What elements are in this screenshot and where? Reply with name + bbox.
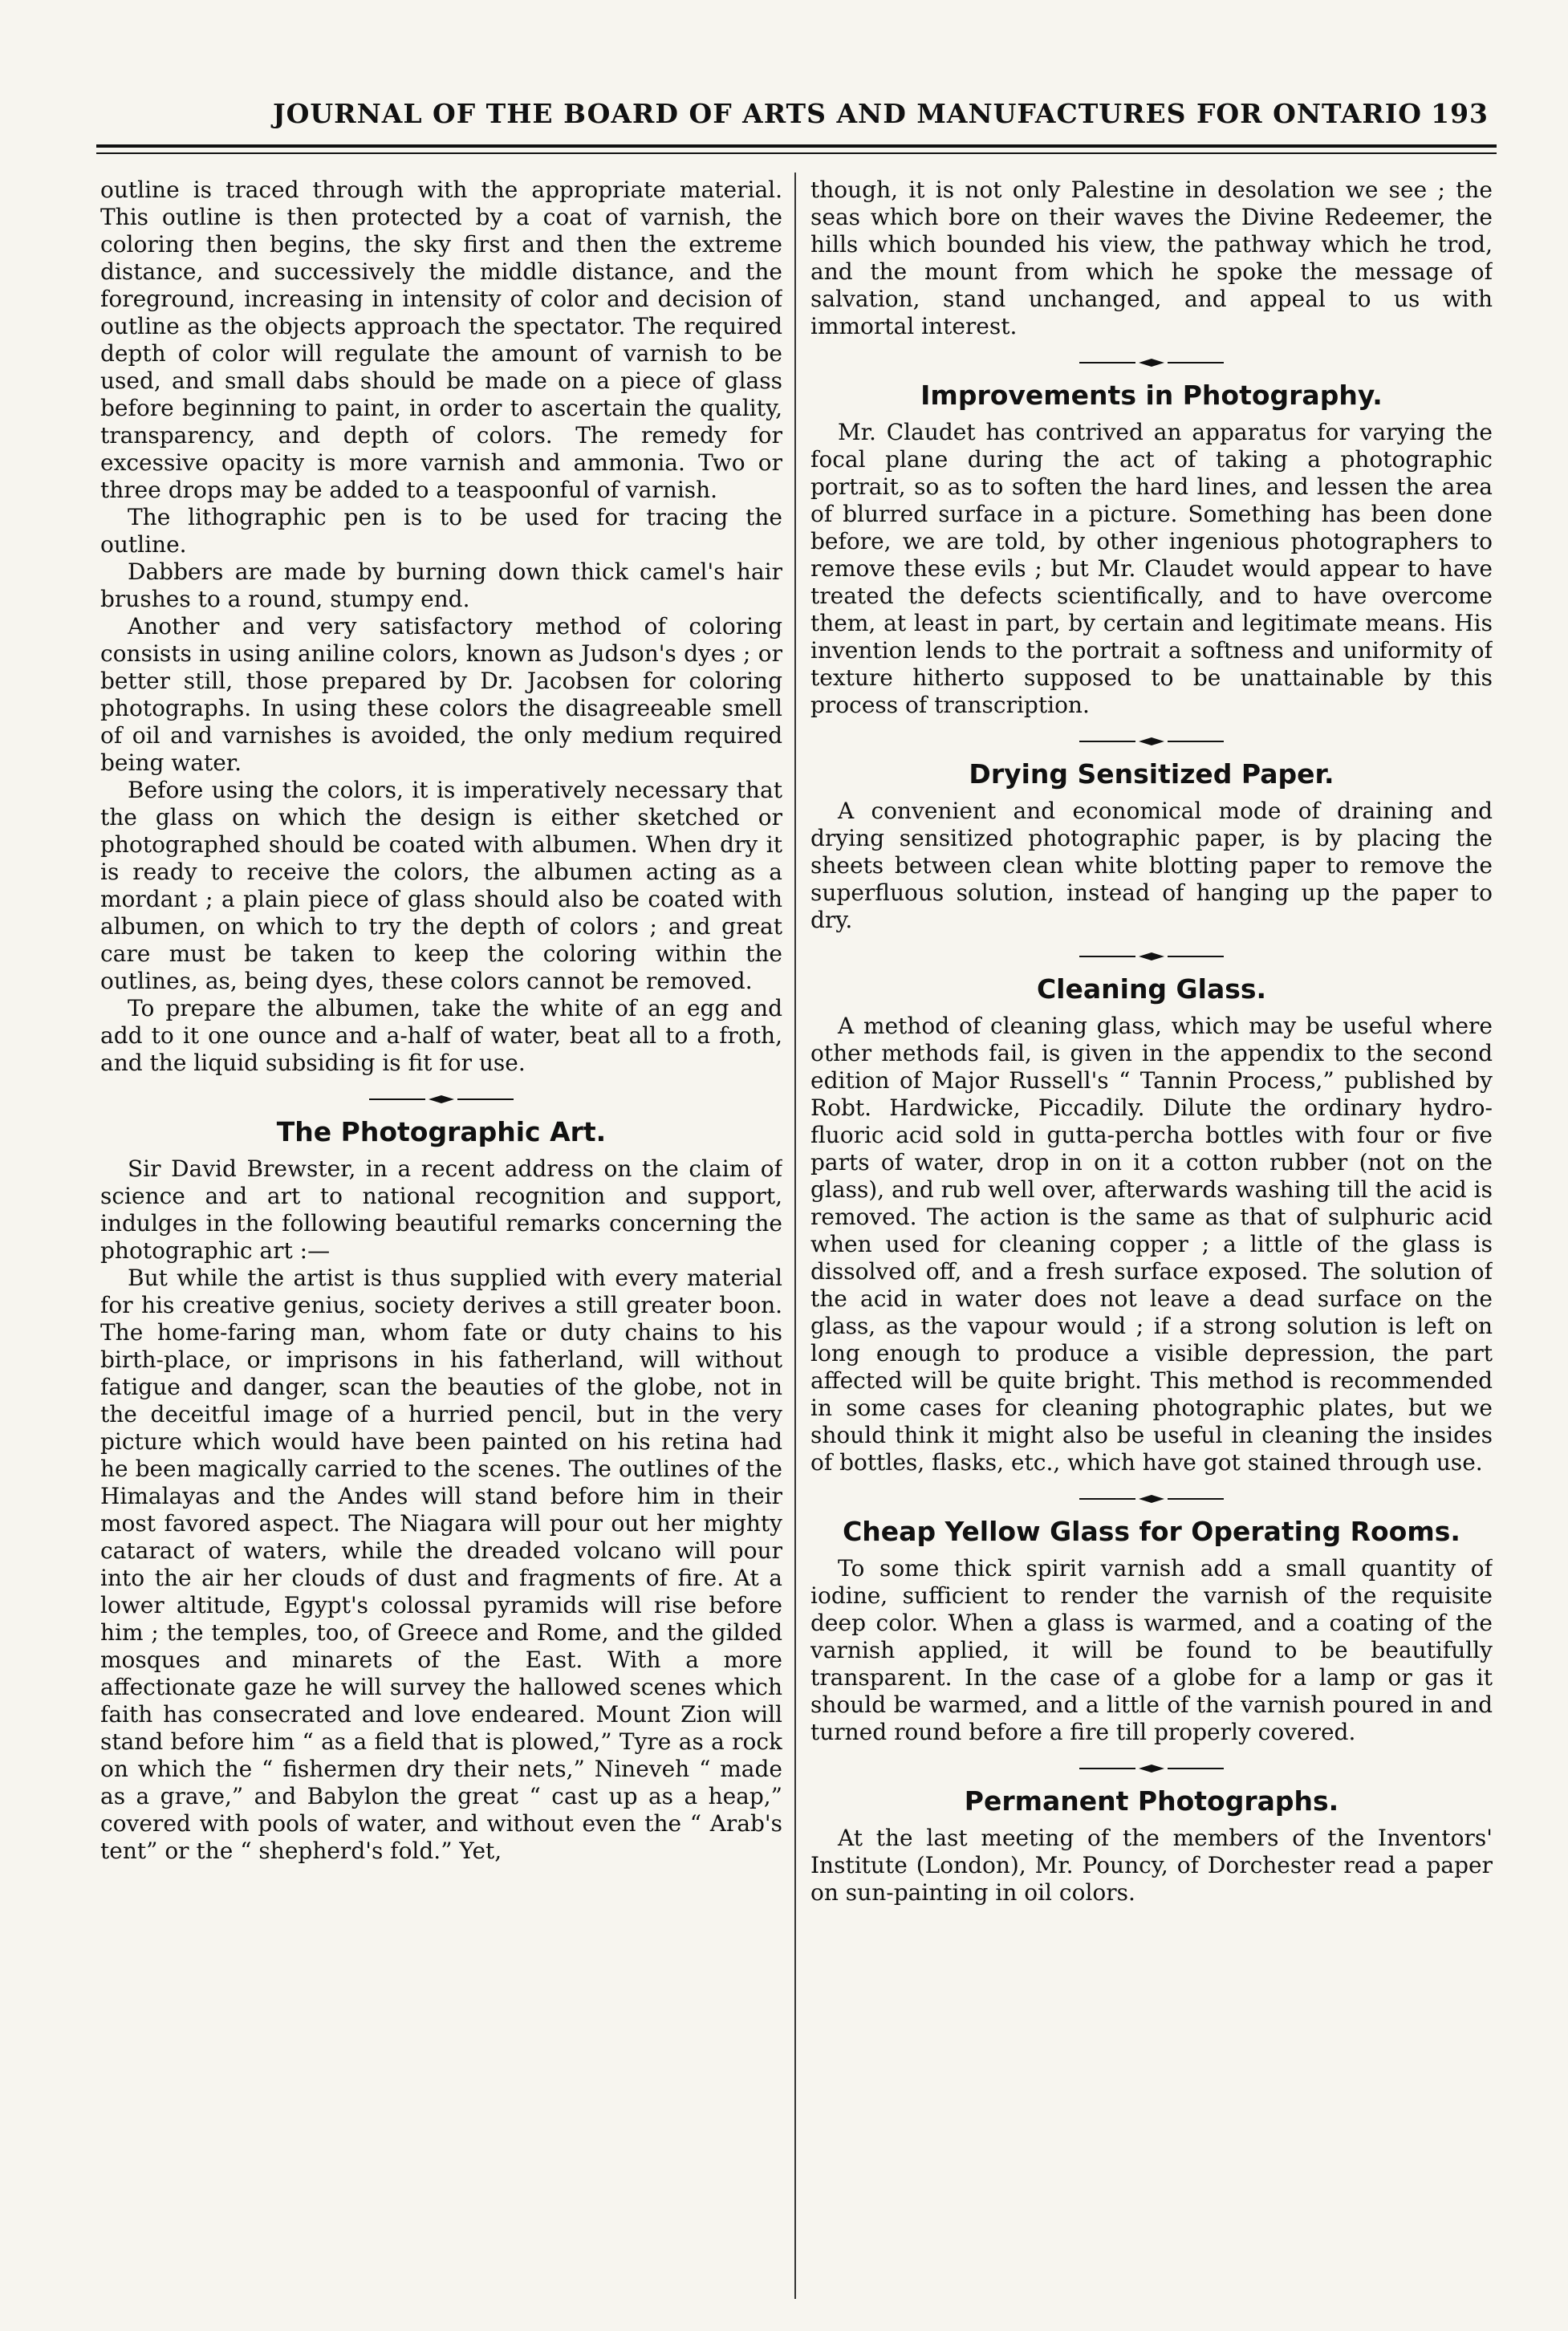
- paragraph: The lithographic pen is to be used for tracing the outline.: [100, 504, 782, 558]
- section-heading: Cleaning Glass.: [1036, 973, 1267, 1005]
- section-heading: Improvements in Photography.: [920, 380, 1383, 411]
- paragraph: At the last meeting of the members of the Inventors' Institute (London), Mr. Pouncy, of Dorchester read a paper on sun-painting in oil colors.: [810, 1825, 1493, 1906]
- section-heading: Permanent Photographs.: [964, 1785, 1339, 1817]
- section-ornament: [1079, 1494, 1224, 1504]
- header-rule-thin: [96, 152, 1497, 154]
- paragraph: To prepare the albumen, take the white of an egg and add to it one ounce and a-half of water, beat all to a froth, and the liquid subsiding is fit for use.: [100, 995, 782, 1076]
- header-rule-thick: [96, 144, 1497, 148]
- left-column: [100, 177, 782, 2295]
- paragraph: To some thick spirit varnish add a small quantity of iodine, sufficient to render the varnish of the requisite deep color. When a glass is warmed, and a coating of the varnish applied, it will be found to be beautifully transparent. In the case of a globe for a lamp or gas it should be warmed, and a little of the varnish poured in and turned round before a fire till properly covered.: [810, 1555, 1493, 1745]
- section-ornament: [1079, 952, 1224, 961]
- section-heading: Cheap Yellow Glass for Operating Rooms.: [843, 1516, 1460, 1547]
- section-heading: The Photographic Art.: [276, 1116, 607, 1147]
- paragraph: But while the artist is thus supplied with every material for his creative genius, society derives a still greater boon. The home-faring man, whom fate or duty chains to his birth-place, or imprisons in his fatherland, will without fatigue and danger, scan the beauties of the globe, not in the deceitful image of a hurried pencil, but in the very picture which would have been painted on his retina had he been magically carried to the scenes. The outlines of the Himalayas and the Andes will stand before him in their most favored aspect. The Niagara will pour out her mighty cataract of waters, while the dreaded volcano will pour into the air her clouds of dust and fragments of fire. At a lower altitude, Egypt's colossal pyramids will rise before him ; the temples, too, of Greece and Rome, and the gilded mosques and minarets of the East. With a more affectionate gaze he will survey the hallowed scenes which faith has consecrated and love endeared. Mount Zion will stand before him “ as a field that is plowed,” Tyre as a rock on which the “ fishermen dry their nets,” Nineveh “ made as a grave,” and Babylon the great “ cast up as a heap,” covered with pools of water, and without even the “ Arab's tent” or the “ shepherd's fold.” Yet,: [100, 1265, 782, 1864]
- paragraph: A method of cleaning glass, which may be useful where other methods fail, is given in the appendix to the second edition of Major Russell's “ Tannin Process,” published by Robt. Hardwicke, Piccadily. Dilute the ordinary hydro-fluoric acid sold in gutta-percha bottles with four or five parts of water, drop in on it a cotton rubber (not on the glass), and rub well over, afterwards washing till the acid is removed. The action is the same as that of sulphuric acid when used for cleaning copper ; a little of the glass is dissolved off, and a fresh surface exposed. The solution of the acid in water does not leave a dead surface on the glass, as the vapour would ; if a strong solution is left on long enough to produce a visible depression, the part affected will be quite bright. This method is recommended in some cases for cleaning photographic plates, but we should think it might also be useful in cleaning the insides of bottles, flasks, etc., which have got stained through use.: [810, 1013, 1493, 1476]
- section-heading: Drying Sensitized Paper.: [969, 758, 1334, 790]
- paragraph: Before using the colors, it is imperatively necessary that the glass on which the design is either sketched or photographed should be coated with albumen. When dry it is ready to receive the colors, the albumen acting as a mordant ; a plain piece of glass should also be coated with albumen, on which to try the depth of colors ; and great care must be taken to keep the coloring within the outlines, as, being dyes, these colors cannot be removed.: [100, 777, 782, 994]
- section-ornament: [1079, 1764, 1224, 1773]
- paragraph: A convenient and economical mode of draining and drying sensitized photographic paper, is by placing the sheets between clean white blotting paper to remove the superfluous solution, instead of hanging up the paper to dry.: [810, 798, 1493, 933]
- paragraph: outline is traced through with the appropriate material. This outline is then protected by a coat of varnish, the coloring then begins, the sky first and then the extreme distance, and successively the middle distance, and the foreground, increasing in intensity of color and decision of outline as the objects approach the spectator. The required depth of color will regulate the amount of varnish to be used, and small dabs should be made on a piece of glass before beginning to paint, in order to ascertain the quality, transparency, and depth of colors. The remedy for excessive opacity is more varnish and ammonia. Two or three drops may be added to a teaspoonful of varnish.: [100, 177, 782, 503]
- paragraph: Another and very satisfactory method of coloring consists in using aniline colors, known as Judson's dyes ; or better still, those prepared by Dr. Jacobsen for coloring photographs. In using these colors the disagreeable smell of oil and varnishes is avoided, the only medium required being water.: [100, 613, 782, 776]
- journal-title: JOURNAL OF THE BOARD OF ARTS AND MANUFACTURES FOR ONTARIO: [273, 98, 1422, 129]
- paragraph: Dabbers are made by burning down thick camel's hair brushes to a round, stumpy end.: [100, 558, 782, 612]
- paragraph: Sir David Brewster, in a recent address on the claim of science and art to national recognition and support, indulges in the following beautiful remarks concerning the photographic art :—: [100, 1155, 782, 1264]
- section-ornament: [369, 1094, 514, 1104]
- paragraph: Mr. Claudet has contrived an apparatus for varying the focal plane during the act of taking a photographic portrait, so as to soften the hard lines, and lessen the area of blurred surface in a picture. Something has been done before, we are told, by other ingenious photographers to remove these evils ; but Mr. Claudet would appear to have treated the defects scientifically, and to have overcome them, at least in part, by certain and legitimate means. His invention lends to the portrait a softness and uniformity of texture hitherto supposed to be unattainable by this process of transcription.: [810, 419, 1493, 718]
- page-number: 193: [1431, 98, 1489, 129]
- section-ornament: [1079, 358, 1224, 368]
- running-header: [96, 88, 1497, 136]
- right-column: [810, 177, 1493, 2295]
- paragraph: though, it is not only Palestine in desolation we see ; the seas which bore on their waves the Divine Redeemer, the hills which bounded his view, the pathway which he trod, and the mount from which he spoke the message of salvation, stand unchanged, and appeal to us with immortal interest.: [810, 177, 1493, 339]
- section-ornament: [1079, 737, 1224, 746]
- column-divider: [794, 173, 796, 2299]
